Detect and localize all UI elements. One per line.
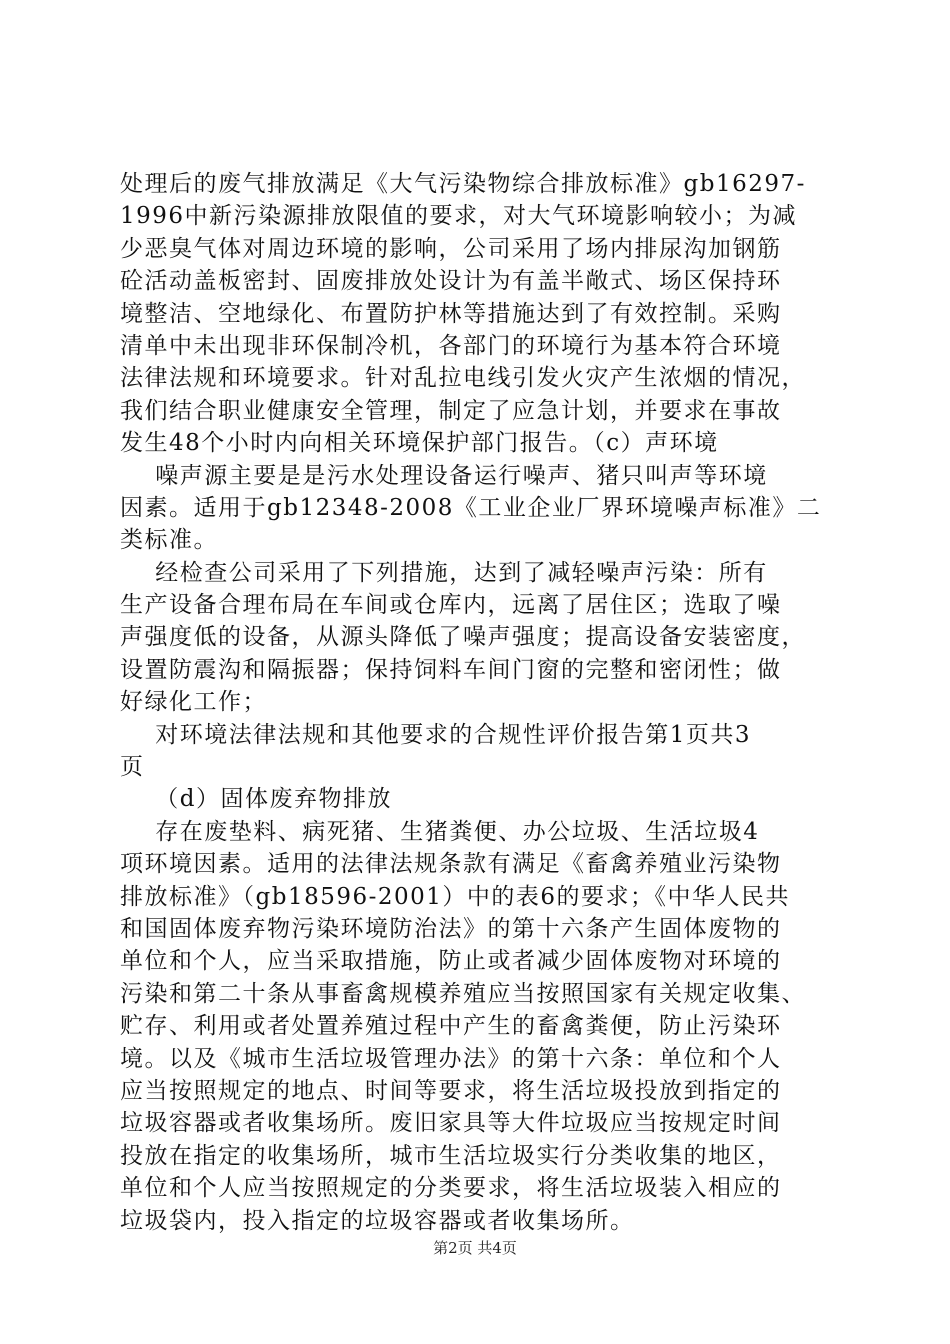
text-line: （d）固体废弃物排放 — [120, 786, 392, 813]
text-line: 项环境因素。适用的法律法规条款有满足《畜禽养殖业污染物 — [120, 851, 782, 878]
text-line: 好绿化工作； — [120, 689, 267, 716]
text-line: 因素。适用于gb12348-2008《工业企业厂界环境噪声标准》二 — [120, 494, 822, 521]
text-line: 噪声源主要是是污水处理设备运行噪声、猪只叫声等环境 — [120, 462, 768, 489]
text-line: 设置防震沟和隔振器；保持饲料车间门窗的完整和密闭性；做 — [120, 656, 782, 683]
text-line: 法律法规和环境要求。针对乱拉电线引发火灾产生浓烟的情况， — [120, 365, 806, 392]
text-line: 境。以及《城市生活垃圾管理办法》的第十六条：单位和个人 — [120, 1045, 782, 1072]
text-line: 垃圾容器或者收集场所。废旧家具等大件垃圾应当按规定时间 — [120, 1110, 782, 1137]
text-line: 类标准。 — [120, 527, 218, 554]
body-text — [120, 168, 840, 1237]
text-line: 经检查公司采用了下列措施，达到了减轻噪声污染：所有 — [120, 559, 768, 586]
text-line: 污染和第二十条从事畜禽规模养殖应当按照国家有关规定收集、 — [120, 980, 806, 1007]
text-line: 排放标准》（gb18596-2001）中的表6的要求；《中华人民共 — [120, 883, 791, 910]
text-line: 对环境法律法规和其他要求的合规性评价报告第1页共3 — [120, 721, 752, 748]
text-line: 生产设备合理布局在车间或仓库内，远离了居住区；选取了噪 — [120, 592, 782, 619]
text-line: 单位和个人应当按照规定的分类要求，将生活垃圾装入相应的 — [120, 1175, 782, 1202]
text-line: 处理后的废气排放满足《大气污染物综合排放标准》gb16297- — [120, 171, 806, 197]
text-line: 贮存、利用或者处置养殖过程中产生的畜禽粪便，防止污染环 — [120, 1013, 782, 1040]
text-line: 投放在指定的收集场所，城市生活垃圾实行分类收集的地区， — [120, 1142, 782, 1169]
text-line: 境整洁、空地绿化、布置防护林等措施达到了有效控制。采购 — [120, 300, 782, 327]
text-line: 发生48个小时内向相关环境保护部门报告。（c）声环境 — [120, 430, 719, 457]
text-line: 1996中新污染源排放限值的要求，对大气环境影响较小；为减 — [120, 203, 798, 230]
text-line: 应当按照规定的地点、时间等要求，将生活垃圾投放到指定的 — [120, 1077, 782, 1104]
text-line: 和国固体废弃物污染环境防治法》的第十六条产生固体废物的 — [120, 915, 782, 942]
text-line: 单位和个人，应当采取措施，防止或者减少固体废物对环境的 — [120, 948, 782, 975]
text-line: 我们结合职业健康安全管理，制定了应急计划，并要求在事故 — [120, 397, 782, 424]
text-line: 声强度低的设备，从源头降低了噪声强度；提高设备安装密度， — [120, 624, 806, 651]
page-footer: 第2页 共4页 — [433, 1239, 517, 1257]
text-line: 页 — [120, 754, 145, 781]
text-line: 砼活动盖板密封、固废排放处设计为有盖半敞式、场区保持环 — [120, 268, 782, 295]
text-line: 存在废垫料、病死猪、生猪粪便、办公垃圾、生活垃圾4 — [120, 818, 760, 845]
text-line: 少恶臭气体对周边环境的影响，公司采用了场内排尿沟加钢筋 — [120, 235, 782, 262]
text-line: 垃圾袋内，投入指定的垃圾容器或者收集场所。 — [120, 1207, 635, 1234]
text-line: 清单中未出现非环保制冷机，各部门的环境行为基本符合环境 — [120, 332, 782, 359]
